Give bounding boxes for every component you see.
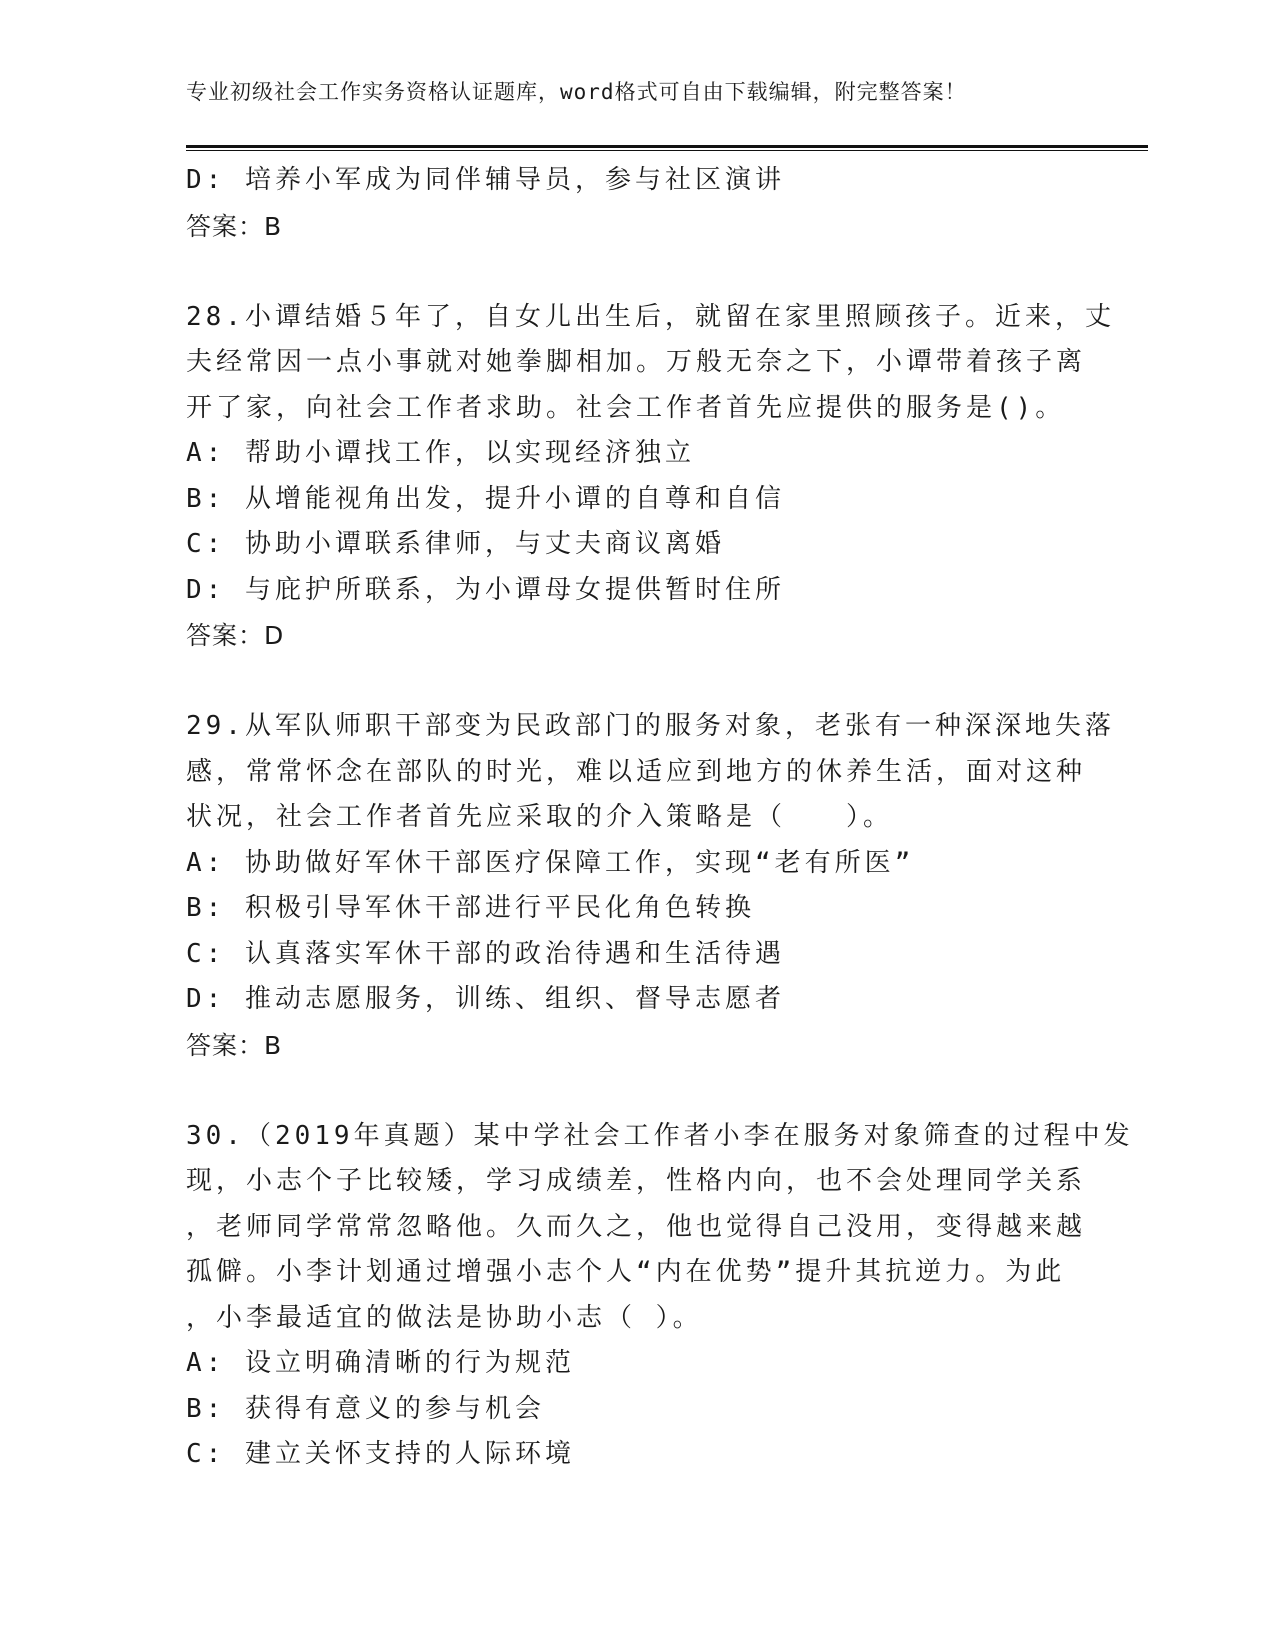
q28-option-c: C: 协助小谭联系律师，与丈夫商议离婚 [186, 529, 725, 559]
question-29 [186, 704, 1115, 1068]
q28-option-d: D: 与庇护所联系，为小谭母女提供暂时住所 [186, 574, 785, 605]
q29-option-a: A: 协助做好军休干部医疗保障工作，实现“老有所医” [186, 847, 915, 878]
q28-stem-line: 开了家，向社会工作者求助。社会工作者首先应提供的服务是()。 [186, 392, 1066, 423]
q30-stem-line: 30.（2019年真题）某中学社会工作者小李在服务对象筛查的过程中发 [186, 1120, 1134, 1151]
header-rule-thick [186, 145, 1148, 148]
q27-answer: 答案：B [186, 211, 283, 241]
q30-option-b: B: 获得有意义的参与机会 [186, 1393, 545, 1424]
q28-option-b: B: 从增能视角出发，提升小谭的自尊和自信 [186, 483, 785, 514]
q28-stem-line: 28.小谭结婚５年了，自女儿出生后，就留在家里照顾孩子。近来，丈 [186, 301, 1115, 332]
q29-option-c: C: 认真落实军休干部的政治待遇和生活待遇 [186, 938, 785, 969]
q30-option-c: C: 建立关怀支持的人际环境 [186, 1439, 575, 1469]
q30-option-a: A: 设立明确清晰的行为规范 [186, 1348, 575, 1378]
q29-option-b: B: 积极引导军休干部进行平民化角色转换 [186, 893, 755, 923]
q27-option-d: D: 培养小军成为同伴辅导员，参与社区演讲 [186, 165, 785, 195]
question-28 [186, 295, 1115, 659]
q29-stem-line: 感，常常怀念在部队的时光，难以适应到地方的休养生活，面对这种 [186, 756, 1087, 787]
q30-stem-line: 现，小志个子比较矮，学习成绩差，性格内向，也不会处理同学关系 [186, 1166, 1087, 1196]
header-rule-thin [186, 150, 1148, 151]
question-30 [186, 1114, 1134, 1478]
question-content [186, 158, 1134, 1478]
q29-answer: 答案：B [186, 1030, 283, 1060]
q28-option-a: A: 帮助小谭找工作，以实现经济独立 [186, 438, 695, 468]
page-header: 专业初级社会工作实务资格认证题库，word格式可自由下载编辑，附完整答案！ [186, 80, 967, 104]
q29-option-d: D: 推动志愿服务，训练、组织、督导志愿者 [186, 984, 785, 1014]
q28-answer: 答案：D [186, 621, 285, 650]
q30-stem-line: ，老师同学常常忽略他。久而久之，他也觉得自己没用，变得越来越 [186, 1211, 1087, 1242]
q28-stem-line: 夫经常因一点小事就对她拳脚相加。万般无奈之下，小谭带着孩子离 [186, 347, 1087, 377]
q30-stem-line: 孤僻。小李计划通过增强小志个人“内在优势”提升其抗逆力。为此 [186, 1257, 1066, 1287]
q30-stem-line: ，小李最适宜的做法是协助小志（ ）。 [186, 1302, 703, 1333]
q29-stem-line: 状况，社会工作者首先应采取的介入策略是（ ）。 [186, 802, 894, 832]
q29-stem-line: 29.从军队师职干部变为民政部门的服务对象，老张有一种深深地失落 [186, 711, 1115, 741]
